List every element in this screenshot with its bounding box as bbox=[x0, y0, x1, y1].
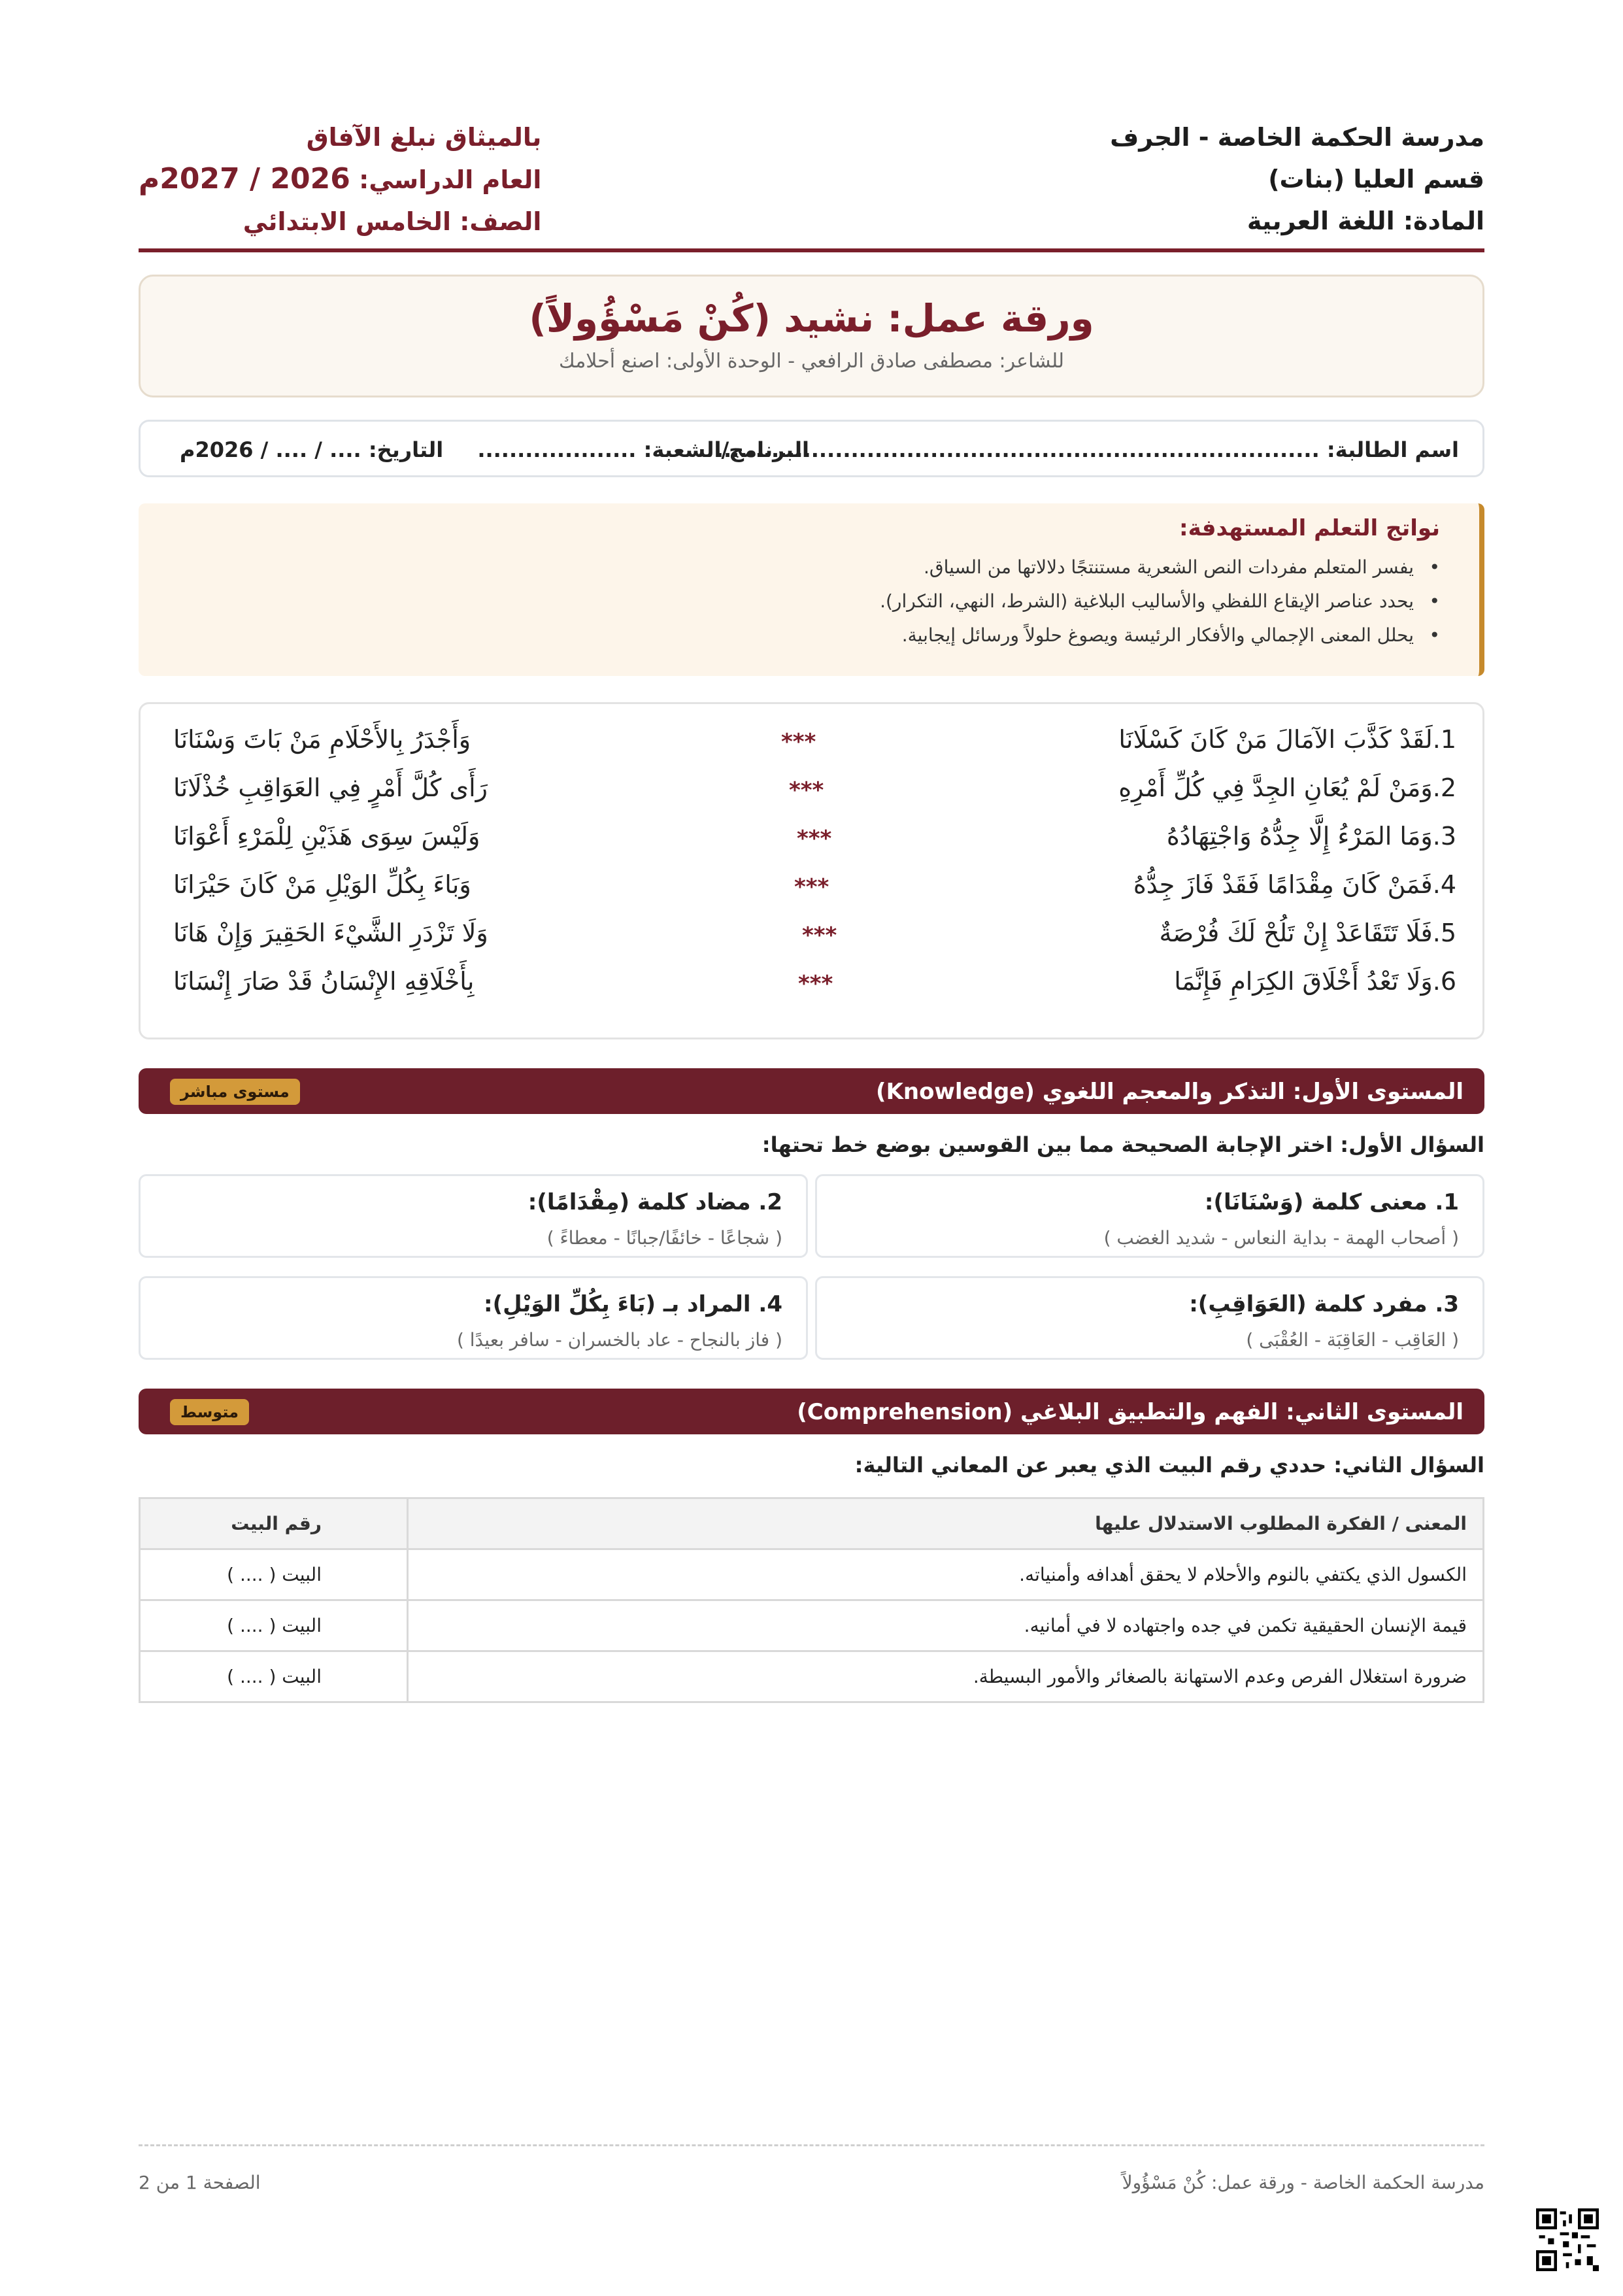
list-item: • يحلل المعنى الإجمالي والأفكار الرئيسة ويصوغ حلولاً ورسائل إيجابية. bbox=[139, 618, 1440, 652]
mcq-question: 4. المراد بـ (بَاءَ بِكُلِّ الوَيْلِ): bbox=[484, 1291, 782, 1317]
motto: بالميثاق نبلغ الآفاق bbox=[306, 123, 542, 152]
title-box bbox=[139, 275, 1484, 397]
mcq-options[interactable]: ( شجاعًا - خائفًا/جبانًا - معطاءً ) bbox=[546, 1227, 782, 1249]
verse-separator: *** bbox=[794, 874, 829, 900]
verse-separator: *** bbox=[802, 922, 837, 949]
academic-year: العام الدراسي: 2026 / 2027م bbox=[139, 162, 542, 195]
school-name: مدرسة الحكمة الخاصة - الجرف bbox=[1110, 123, 1484, 152]
answer-cell[interactable]: البيت ( .... ) bbox=[140, 1600, 408, 1651]
level-2-title: المستوى الثاني: الفهم والتطبيق البلاغي (Comprehension) bbox=[797, 1399, 1464, 1425]
table-header-row bbox=[140, 1498, 1484, 1549]
worksheet-title: ورقة عمل: نشيد (كُنْ مَسْؤُولاً) bbox=[529, 296, 1094, 341]
verse-2: 2.وَمَنْ لَمْ يُعَانِ الجِدَّ فِي كُلِّ أَمْرِهِ *** رَأَى كُلَّ أَمْرٍ فِي العَوَاقِبِ خُذْلَانَا bbox=[173, 773, 1456, 803]
verse-3: 3.وَمَا المَرْءُ إِلَّا جِدُّهُ وَاجْتِهَادُهُ *** وَلَيْسَ سِوَى هَذَيْنِ لِلْمَرْءِ أَعْوَانَا bbox=[173, 822, 1456, 852]
outcomes-list bbox=[139, 550, 1440, 652]
learning-outcomes bbox=[139, 503, 1484, 676]
mcq-options[interactable]: ( أصحاب الهمة - بداية النعاس - شديد الغضب ) bbox=[1103, 1227, 1459, 1249]
footer-divider bbox=[139, 2144, 1484, 2146]
student-name-field[interactable]: اسم الطالبة: ............................................................................ bbox=[715, 437, 1459, 462]
mcq-item-1 bbox=[815, 1174, 1484, 1258]
meaning-cell: الكسول الذي يكتفي بالنوم والأحلام لا يحقق أهدافه وأمنياته. bbox=[408, 1549, 1484, 1600]
question-2-title: السؤال الثاني: حددي رقم البيت الذي يعبر عن المعاني التالية: bbox=[854, 1453, 1484, 1477]
subject: المادة: اللغة العربية bbox=[1247, 207, 1484, 235]
level-1-title: المستوى الأول: التذكر والمعجم اللغوي (Knowledge) bbox=[876, 1079, 1464, 1105]
verse-separator: *** bbox=[789, 777, 824, 803]
mcq-options[interactable]: ( فاز بالنجاح - عاد بالخسران - سافر بعيدًا ) bbox=[456, 1329, 782, 1351]
school-info bbox=[1110, 116, 1484, 242]
list-item: • يفسر المتعلم مفردات النص الشعرية مستنتجًا دلالاتها من السياق. bbox=[139, 550, 1440, 584]
mcq-question: 3. مفرد كلمة (العَوَاقِبِ): bbox=[1189, 1291, 1459, 1317]
level-2-badge: متوسط bbox=[170, 1399, 249, 1425]
verse-6: 6.وَلَا تَعْدُ أَخْلَاقَ الكِرَامِ فَإِنَّمَا *** بِأَخْلَاقِهِ الإِنْسَانُ قَدْ صَارَ إِنْسَانَا bbox=[173, 967, 1456, 997]
meaning-cell: قيمة الإنسان الحقيقية تكمن في جده واجتهاده لا في أمانيه. bbox=[408, 1600, 1484, 1651]
column-header-verse-number: رقم البيت bbox=[140, 1498, 408, 1549]
outcomes-heading: نواتج التعلم المستهدفة: bbox=[1179, 515, 1440, 541]
mcq-item-4 bbox=[139, 1276, 808, 1360]
worksheet-subtitle: للشاعر: مصطفى صادق الرافعي - الوحدة الأولى: اصنع أحلامك bbox=[558, 350, 1065, 373]
meaning-cell: ضرورة استغلال الفرص وعدم الاستهانة بالصغائر والأمور البسيطة. bbox=[408, 1651, 1484, 1702]
verse-separator: *** bbox=[798, 971, 833, 997]
school-section: قسم العليا (بنات) bbox=[1268, 165, 1484, 194]
level-1-bar bbox=[139, 1068, 1484, 1114]
answer-cell[interactable]: البيت ( .... ) bbox=[140, 1549, 408, 1600]
header-divider bbox=[139, 248, 1484, 252]
header bbox=[139, 116, 1484, 247]
qr-code-icon bbox=[1536, 2208, 1599, 2271]
level-1-badge: مستوى مباشر bbox=[170, 1079, 300, 1105]
level-2-bar bbox=[139, 1389, 1484, 1434]
mcq-question: 2. مضاد كلمة (مِقْدَامًا): bbox=[527, 1189, 782, 1215]
mcq-item-3 bbox=[815, 1276, 1484, 1360]
program-field[interactable]: البرنامج/الشعبة: .................... bbox=[477, 437, 809, 462]
verse-separator: *** bbox=[781, 729, 816, 755]
answer-cell[interactable]: البيت ( .... ) bbox=[140, 1651, 408, 1702]
mcq-question: 1. معنى كلمة (وَسْنَانَا): bbox=[1204, 1189, 1459, 1215]
verse-1: 1.لَقَدْ كَذَّبَ الآمَالَ مَنْ كَانَ كَسْلَانَا *** وَأَجْدَرُ بِالأَحْلَامِ مَنْ بَاتَ وَسْنَانَا bbox=[173, 725, 1456, 755]
meanings-table bbox=[139, 1497, 1484, 1703]
footer-title: مدرسة الحكمة الخاصة - ورقة عمل: كُنْ مَسْؤُولاً bbox=[1122, 2172, 1484, 2193]
question-1-title: السؤال الأول: اختر الإجابة الصحيحة مما بين القوسين بوضع خط تحتها: bbox=[761, 1132, 1484, 1157]
table-row bbox=[140, 1549, 1484, 1600]
list-item: • يحدد عناصر الإيقاع اللفظي والأساليب البلاغية (الشرط، النهي، التكرار). bbox=[139, 584, 1440, 618]
page-number: الصفحة 1 من 2 bbox=[139, 2172, 261, 2193]
grade: الصف: الخامس الابتدائي bbox=[243, 207, 542, 236]
table-row bbox=[140, 1600, 1484, 1651]
student-info bbox=[139, 420, 1484, 477]
table-row bbox=[140, 1651, 1484, 1702]
verse-4: 4.فَمَنْ كَانَ مِقْدَامًا فَقَدْ فَازَ جِدُّهُ *** وَبَاءَ بِكُلِّ الوَيْلِ مَنْ كَانَ حَيْرَانَا bbox=[173, 870, 1456, 900]
poem-box bbox=[139, 702, 1484, 1039]
verse-5: 5.فَلَا تَتَقَاعَدْ إِنْ تَلُحْ لَكَ فُرْصَةٌ *** وَلَا تَزْدَرِ الشَّيْءَ الحَقِيرَ وَإِنْ هَانَا bbox=[173, 919, 1456, 949]
date-field[interactable]: التاريخ: .... / .... / 2026م bbox=[180, 437, 444, 462]
verse-separator: *** bbox=[797, 826, 832, 852]
mcq-item-2 bbox=[139, 1174, 808, 1258]
mcq-options[interactable]: ( العَاقِب - العَاقِبَة - العُقْبَى ) bbox=[1246, 1329, 1459, 1351]
column-header-meaning: المعنى / الفكرة المطلوب الاستدلال عليها bbox=[408, 1498, 1484, 1549]
year-info bbox=[139, 116, 541, 243]
